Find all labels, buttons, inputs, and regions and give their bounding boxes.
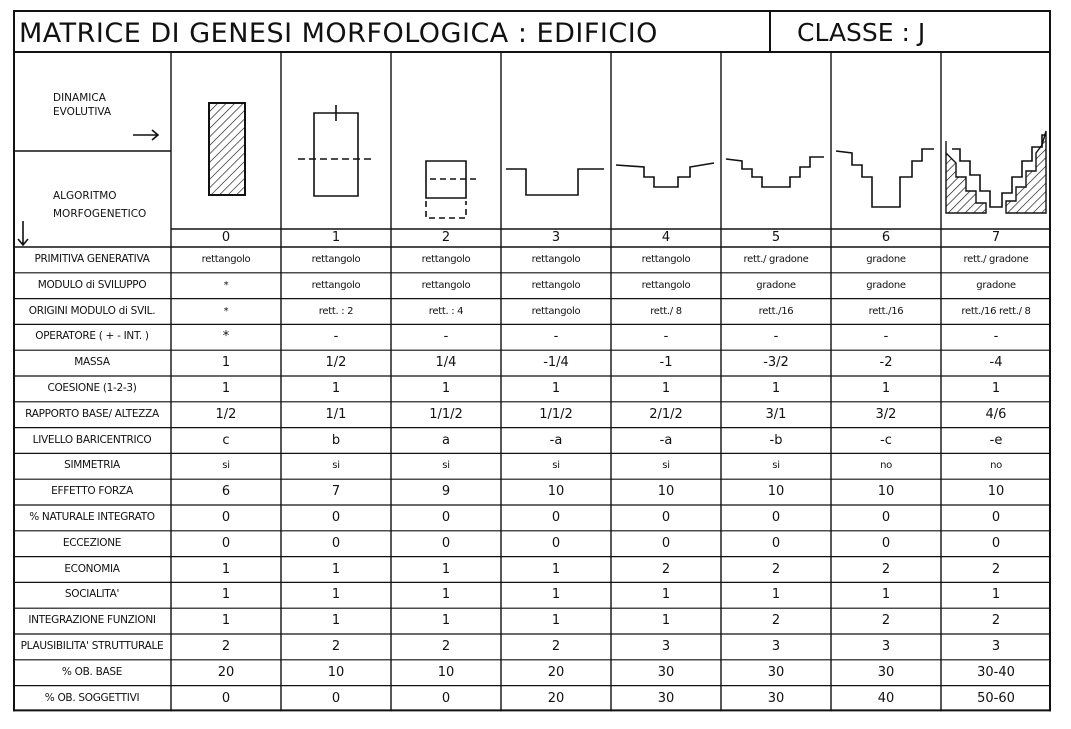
table-cell: 4/6: [985, 406, 1007, 422]
column-number: 5: [771, 230, 781, 245]
matrix-table: [13, 53, 1051, 715]
table-cell: rett./16 rett./ 8: [961, 305, 1031, 317]
table-cell: 7: [331, 484, 341, 500]
table-cell: -: [663, 329, 669, 345]
table-cell: -: [333, 329, 339, 345]
row-label: ECCEZIONE: [62, 536, 122, 549]
table-cell: 0: [221, 690, 231, 706]
row-label: INTEGRAZIONE FUNZIONI: [28, 614, 156, 627]
table-cell: 30: [657, 690, 675, 706]
table-cell: si: [552, 460, 560, 472]
table-cell: 10: [987, 484, 1005, 500]
table-cell: 6: [221, 484, 231, 500]
table-cell: b: [331, 432, 341, 448]
table-cell: 2: [221, 639, 231, 654]
table-cell: 0: [551, 535, 561, 551]
row-label: PLAUSIBILITA' STRUTTURALE: [20, 640, 164, 652]
table-cell: 1: [221, 613, 231, 629]
table-cell: 0: [441, 690, 451, 706]
table-cell: si: [772, 460, 780, 472]
table-cell: 0: [881, 510, 891, 525]
table-cell: 3: [661, 639, 671, 654]
table-cell: 3/2: [875, 406, 897, 422]
row-label: COESIONE (1-2-3): [47, 382, 137, 394]
table-cell: 1/1: [325, 406, 347, 422]
table-cell: 1: [331, 381, 341, 396]
table-cell: 1: [441, 561, 451, 577]
table-cell: 30: [767, 664, 785, 680]
column-number: 2: [441, 230, 451, 245]
table-cell: 1: [221, 355, 231, 371]
table-cell: 0: [771, 535, 781, 551]
table-cell: si: [442, 460, 450, 472]
table-cell: 0: [331, 510, 341, 525]
table-cell: 1: [551, 561, 561, 577]
table-cell: 1: [441, 613, 451, 629]
table-cell: 0: [551, 510, 561, 525]
table-cell: 30: [877, 664, 895, 680]
column-number: 4: [661, 230, 671, 245]
table-cell: 1: [881, 587, 891, 603]
table-cell: si: [332, 460, 340, 472]
table-cell: 2: [771, 561, 781, 577]
table-cell: 0: [661, 535, 671, 551]
table-cell: *: [223, 305, 229, 317]
table-cell: 1/1/2: [539, 406, 573, 422]
row-label: RAPPORTO BASE/ ALTEZZA: [25, 407, 159, 420]
table-cell: 1: [551, 587, 561, 603]
row-label: SOCIALITA': [64, 588, 120, 601]
table-cell: rettangolo: [531, 254, 581, 265]
table-cell: rettangolo: [311, 279, 361, 291]
table-cell: 1: [221, 587, 231, 603]
table-cell: 0: [221, 510, 231, 525]
table-cell: gradone: [866, 279, 906, 291]
hatched-rectangle-icon: [209, 103, 245, 195]
table-cell: 1: [661, 613, 671, 629]
column-number: 0: [221, 230, 231, 245]
table-cell: 2: [441, 639, 451, 654]
matrix-sheet: [13, 10, 1051, 715]
table-cell: -: [773, 329, 779, 345]
table-cell: -e: [989, 432, 1003, 448]
table-cell: gradone: [756, 279, 796, 291]
table-cell: 1: [771, 587, 781, 603]
table-cell: rettangolo: [641, 279, 691, 291]
table-cell: -2: [879, 355, 893, 371]
table-cell: 1: [221, 381, 231, 396]
table-cell: rettangolo: [421, 279, 471, 291]
rectangular-cut-icon: [506, 169, 604, 195]
table-cell: 3: [991, 639, 1001, 654]
table-cell: gradone: [866, 254, 906, 265]
table-cell: 2: [881, 613, 891, 629]
table-cell: rettangolo: [531, 279, 581, 291]
table-cell: 0: [771, 510, 781, 525]
table-cell: rett./ gradone: [963, 254, 1029, 265]
table-cell: 1: [661, 587, 671, 603]
table-cell: 50-60: [977, 690, 1015, 706]
row-label: ECONOMIA: [64, 562, 120, 575]
table-cell: -4: [989, 355, 1003, 371]
table-cell: 20: [547, 690, 565, 706]
table-cell: -: [443, 329, 449, 345]
page-title: MATRICE DI GENESI MORFOLOGICA : EDIFICIO: [19, 18, 658, 49]
table-cell: rett./ 8: [650, 305, 682, 317]
table-cell: 0: [661, 510, 671, 525]
table-cell: rettangolo: [421, 254, 471, 265]
table-cell: 2: [881, 561, 891, 577]
table-cell: si: [222, 460, 230, 472]
table-cell: -a: [659, 432, 673, 448]
row-label: MODULO di SVILUPPO: [37, 278, 147, 291]
class-label: CLASSE : J: [797, 18, 926, 47]
row-label: % OB. BASE: [61, 665, 123, 678]
column-number: 7: [991, 230, 1001, 245]
table-cell: 0: [991, 535, 1001, 551]
table-cell: rettangolo: [311, 254, 361, 265]
table-cell: rettangolo: [641, 254, 691, 265]
table-cell: 3/1: [765, 406, 787, 422]
table-cell: 30: [767, 690, 785, 706]
table-cell: 1/2: [215, 406, 237, 422]
table-cell: 0: [331, 535, 341, 551]
table-cell: rett./16: [868, 305, 904, 317]
table-cell: 1: [991, 381, 1001, 396]
deep-terraced-cut-icon: [836, 149, 934, 207]
table-cell: -: [883, 329, 889, 345]
table-cell: rett. : 4: [428, 305, 464, 317]
table-cell: rett./16: [758, 305, 794, 317]
table-cell: -3/2: [763, 355, 789, 371]
table-cell: 40: [877, 690, 895, 706]
row-label: PRIMITIVA GENERATIVA: [34, 253, 150, 265]
table-cell: 0: [331, 690, 341, 706]
table-cell: 1: [331, 587, 341, 603]
row-label: % NATURALE INTEGRATO: [29, 511, 155, 523]
table-cell: rett./ gradone: [743, 254, 809, 265]
table-cell: 1: [661, 381, 671, 396]
row-label: ORIGINI MODULO di SVIL.: [28, 304, 156, 317]
table-cell: 10: [877, 484, 895, 500]
column-number: 6: [881, 230, 891, 245]
table-cell: a: [442, 432, 450, 448]
table-cell: 0: [881, 535, 891, 551]
row-label: % OB. SOGGETTIVI: [44, 691, 140, 704]
table-cell: -c: [880, 432, 892, 448]
table-cell: 30: [657, 664, 675, 680]
table-cell: 30-40: [977, 664, 1015, 680]
table-cell: -1/4: [543, 355, 569, 371]
table-cell: -1: [659, 355, 673, 371]
table-cell: 9: [441, 484, 451, 500]
table-cell: -a: [549, 432, 563, 448]
table-cell: *: [223, 279, 229, 291]
table-cell: 0: [221, 535, 231, 551]
table-cell: *: [222, 329, 230, 345]
arrow-down-icon: [18, 221, 28, 245]
row-label: MASSA: [74, 356, 110, 369]
table-cell: 2/1/2: [649, 406, 683, 422]
table-cell: 1: [771, 381, 781, 396]
table-cell: 1: [221, 561, 231, 577]
class-cell: [769, 12, 1053, 51]
title-bar: [13, 10, 1051, 53]
table-cell: si: [662, 460, 670, 472]
table-cell: 2: [661, 561, 671, 577]
stepped-cut-icon: [616, 163, 714, 187]
table-cell: c: [222, 432, 230, 448]
table-cell: -: [993, 329, 999, 345]
table-cell: 1: [331, 613, 341, 629]
table-cell: 20: [217, 664, 235, 680]
algoritmo-morfogenetico-label: ALGORITMO MORFOGENETICO: [53, 190, 147, 220]
hatched-slope-right-icon: [1006, 131, 1046, 213]
rectangle-module-icon: [314, 105, 358, 196]
terraced-cut-icon: [726, 157, 824, 187]
table-cell: 2: [331, 639, 341, 654]
table-cell: 10: [547, 484, 565, 500]
table-cell: 2: [771, 613, 781, 629]
table-cell: 1/4: [435, 355, 457, 371]
table-cell: 20: [547, 664, 565, 680]
table-cell: 1: [551, 613, 561, 629]
table-cell: 1: [551, 381, 561, 396]
table-cell: 1/2: [325, 355, 347, 371]
table-cell: 0: [441, 535, 451, 551]
table-cell: 0: [441, 510, 451, 525]
dinamica-evolutiva-label: DINAMICA EVOLUTIVA: [53, 92, 112, 118]
table-cell: 10: [657, 484, 675, 500]
table-cell: 1: [881, 381, 891, 396]
table-cell: rett. : 2: [318, 305, 354, 317]
table-cell: 1: [331, 561, 341, 577]
table-cell: 10: [767, 484, 785, 500]
row-label: OPERATORE ( + - INT. ): [35, 330, 149, 343]
table-cell: gradone: [976, 279, 1016, 291]
row-label: SIMMETRIA: [64, 459, 120, 472]
table-cell: no: [990, 460, 1002, 472]
table-cell: 2: [991, 561, 1001, 577]
table-cell: -b: [769, 432, 783, 448]
table-cell: 2: [991, 613, 1001, 629]
table-cell: rettangolo: [201, 254, 251, 265]
column-number: 1: [331, 230, 341, 245]
table-cell: rettangolo: [531, 305, 581, 317]
table-cell: no: [880, 460, 892, 472]
table-cell: 1: [991, 587, 1001, 603]
table-cell: -: [553, 329, 559, 345]
table-cell: 10: [437, 664, 455, 680]
row-label: EFFETTO FORZA: [51, 485, 133, 498]
table-cell: 0: [991, 510, 1001, 525]
table-cell: 3: [881, 639, 891, 654]
arrow-right-icon: [133, 130, 158, 140]
table-cell: 1: [441, 381, 451, 396]
table-cell: 10: [327, 664, 345, 680]
row-label: LIVELLO BARICENTRICO: [32, 433, 152, 446]
table-cell: 1: [441, 587, 451, 603]
column-number: 3: [551, 230, 561, 245]
table-cell: 3: [771, 639, 781, 654]
table-cell: 1/1/2: [429, 406, 463, 422]
table-cell: 2: [551, 639, 561, 654]
